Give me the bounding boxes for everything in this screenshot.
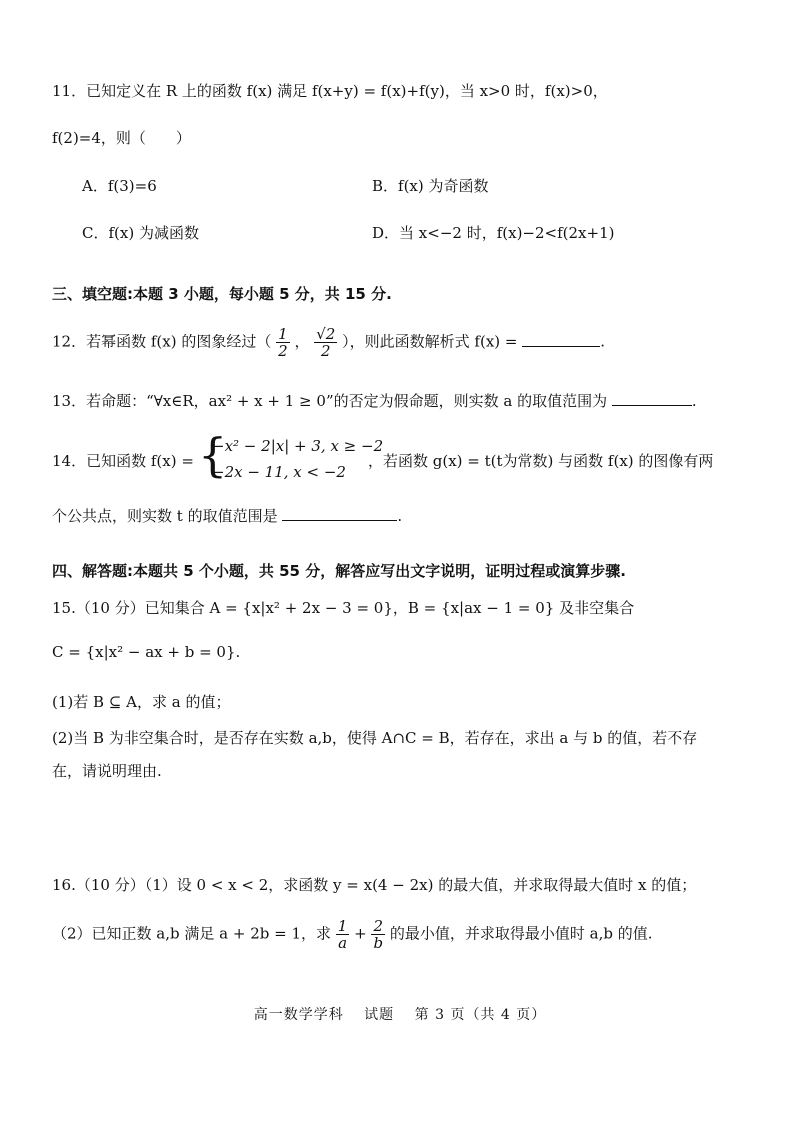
q12-answer-blank[interactable]	[522, 332, 600, 347]
q13-text: 13．若命题：“∀x∈R，ax² + x + 1 ≥ 0”的否定为假命题，则实数 a 的取值范围为	[52, 392, 608, 410]
q16-fraction-2	[371, 918, 385, 951]
q15-part-2-line2: 在，请说明理由.	[52, 762, 162, 780]
q16-fraction-1-denominator: a	[338, 934, 348, 952]
q16-part-1: 16.（10 分）（1）设 0 < x < 2，求函数 y = x(4 − 2x) 的最大值，并求取得最大值时 x 的值；	[52, 876, 697, 894]
q11-stem-line2: f(2)=4，则（ ）	[52, 129, 191, 147]
q16-fraction-1-numerator: 1	[337, 917, 348, 935]
q14-line2-text: 个公共点，则实数 t 的取值范围是	[52, 507, 278, 525]
q15-part-1: (1)若 B ⊆ A，求 a 的值；	[52, 693, 231, 711]
q14-end: .	[397, 507, 403, 525]
q16-plus-sign: +	[354, 924, 367, 943]
q12-fraction-1-denominator: 2	[278, 342, 288, 360]
q11-option-b: B．f(x) 为奇函数	[372, 177, 489, 195]
q14-answer-blank[interactable]	[282, 506, 397, 521]
q12-line	[52, 326, 760, 359]
q16-part-2	[52, 918, 760, 951]
section-4-title: 四、解答题:本题共 5 个小题，共 55 分，解答应写出文字说明，证明过程或演算步骤.	[52, 562, 626, 580]
q14-prefix: 14．已知函数 f(x) =	[52, 452, 194, 470]
q14-suffix: ，若函数 g(x) = t(t为常数) 与函数 f(x) 的图像有两	[368, 452, 714, 470]
q11-option-c: C．f(x) 为减函数	[82, 224, 199, 242]
q15-stem-line1: 15.（10 分）已知集合 A = {x|x² + 2x − 3 = 0}，B = {x|ax − 1 = 0} 及非空集合	[52, 599, 635, 617]
q11-option-a: A．f(3)=6	[82, 177, 157, 195]
q14-brace: {	[198, 428, 228, 482]
q16-part-2-suffix: 的最小值，并求取得最小值时 a,b 的值.	[389, 924, 653, 943]
q12-fraction-1	[276, 326, 290, 359]
q12-fraction-2-numerator: √2	[316, 325, 336, 343]
q16-fraction-2-denominator: b	[373, 934, 384, 952]
q15-part-2-line1: (2)当 B 为非空集合时，是否存在实数 a,b，使得 A∩C = B，若存在，求出 a 与 b 的值，若不存	[52, 729, 698, 747]
q16-fraction-2-numerator: 2	[371, 918, 385, 935]
q14-piece-2: −2x − 11, x < −2	[212, 463, 346, 481]
q13-end: .	[691, 392, 697, 410]
q11-option-d: D．当 x<−2 时，f(x)−2<f(2x+1)	[372, 224, 615, 242]
q14-piece-1: −x² − 2|x| + 3, x ≥ −2	[212, 437, 384, 455]
q12-suffix: ），则此函数解析式 f(x) =	[342, 332, 518, 351]
q12-prefix: 12．若幂函数 f(x) 的图象经过（	[52, 332, 272, 351]
q14-line2	[52, 505, 760, 527]
q12-comma: ，	[294, 332, 310, 351]
q13-line	[52, 390, 760, 412]
section-3-title: 三、填空题:本题 3 小题，每小题 5 分，共 15 分.	[52, 285, 392, 303]
q11-stem-line1: 11．已知定义在 R 上的函数 f(x) 满足 f(x+y) = f(x)+f(y)，当 x>0 时，f(x)>0，	[52, 82, 608, 100]
q15-stem-line2: C = {x|x² − ax + b = 0}.	[52, 643, 241, 661]
q12-fraction-2	[314, 326, 337, 359]
q12-fraction-2-denominator: 2	[321, 342, 331, 360]
page-footer: 高一数学学科 试题 第 3 页（共 4 页）	[253, 1007, 547, 1023]
q16-part-2-prefix: （2）已知正数 a,b 满足 a + 2b = 1，求	[52, 924, 332, 943]
q12-end: .	[600, 332, 606, 351]
q16-fraction-1	[336, 918, 350, 951]
q12-fraction-1-numerator: 1	[278, 325, 288, 343]
q13-answer-blank[interactable]	[612, 391, 692, 406]
